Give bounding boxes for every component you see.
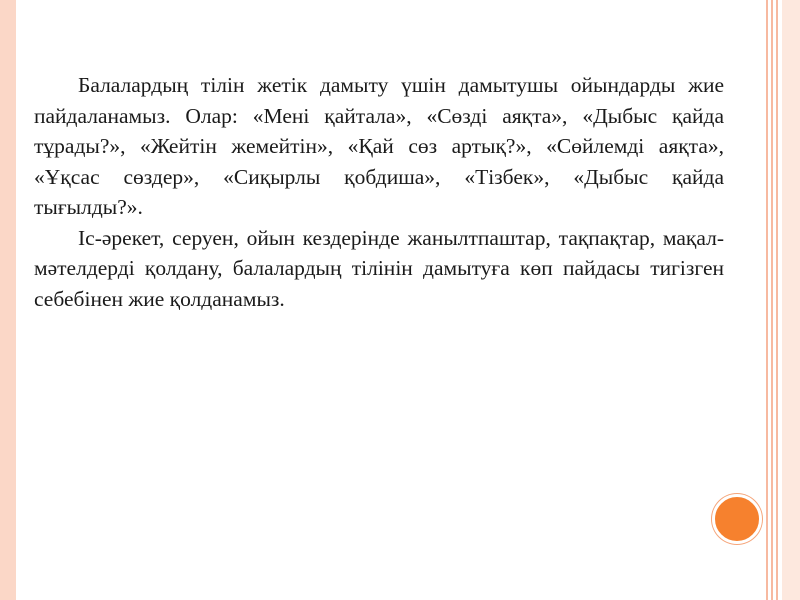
slide-body-text [34, 70, 724, 314]
orange-circle-decoration [712, 494, 762, 544]
paragraph-activities: Іс-әрекет, серуен, ойын кездерінде жанылтпаштар, тақпақтар, мақал-мәтелдерді қолдану, балалардың тілінін дамытуға көп пайдасы тигізген себебінен жие қолданамыз. [34, 225, 724, 311]
right-decorative-line [766, 0, 768, 600]
left-decorative-border [0, 0, 16, 600]
paragraph-games: Балалардың тілін жетік дамыту үшін дамытушы ойындарды жие пайдаланамыз. Олар: «Мені қайтала», «Сөзді аяқта», «Дыбыс қайда тұрады?», «Жейтін жемейтін», «Қай сөз артық?», «Сөйлемді аяқта», «Ұқсас сөздер», «Сиқырлы қобдиша», «Тізбек», «Дыбыс қайда тығылды?». [34, 73, 724, 219]
right-decorative-line [776, 0, 778, 600]
right-decorative-border [782, 0, 800, 600]
right-decorative-line [771, 0, 773, 600]
